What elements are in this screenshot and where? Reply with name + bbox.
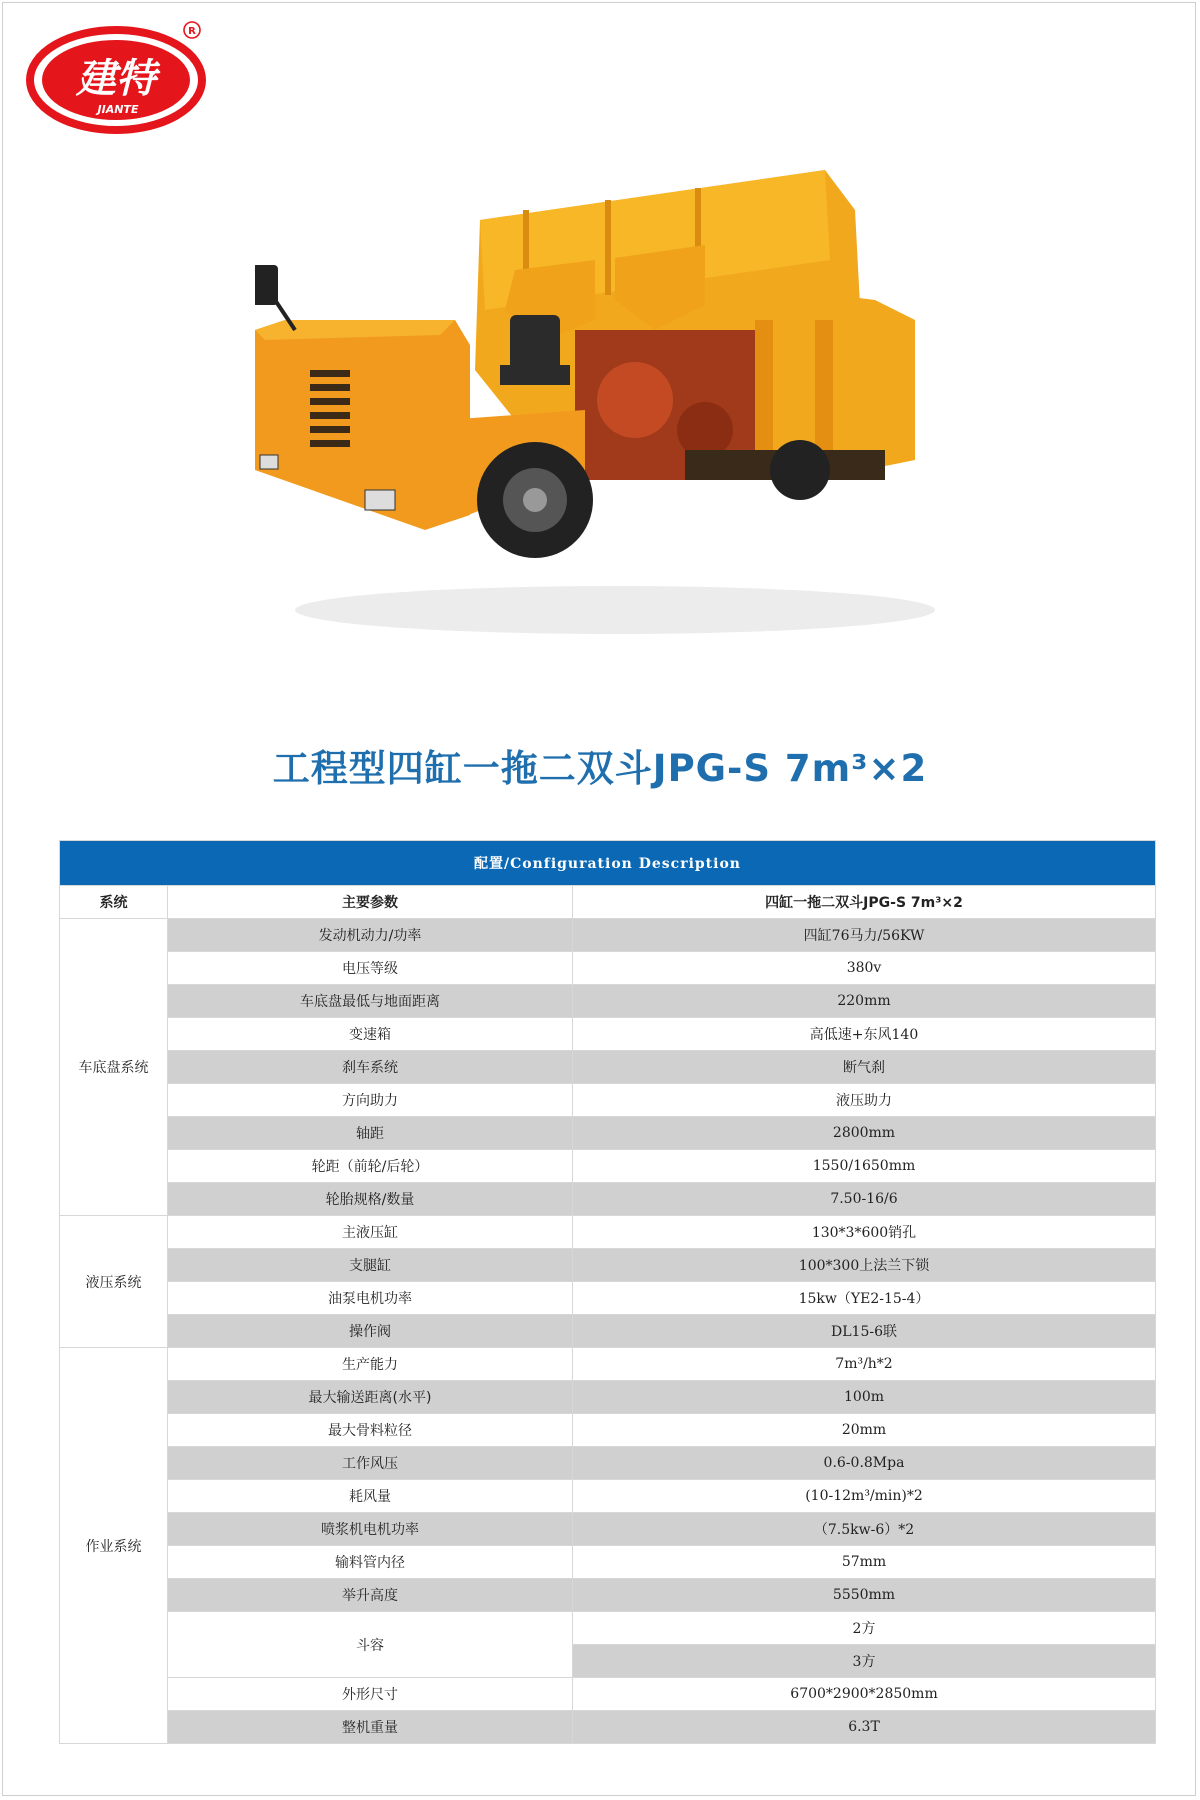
table-row <box>60 1480 1156 1513</box>
machine-photo <box>255 170 975 650</box>
param-cell: 油泵电机功率 <box>168 1282 573 1315</box>
table-header: 配置/Configuration Description <box>60 841 1156 886</box>
param-cell: 发动机动力/功率 <box>168 919 573 952</box>
param-cell: 轴距 <box>168 1117 573 1150</box>
value-cell: 2方 <box>573 1612 1156 1645</box>
value-cell: 15kw（YE2-15-4） <box>573 1282 1156 1315</box>
param-cell: 最大骨料粒径 <box>168 1414 573 1447</box>
table-row <box>60 919 1156 952</box>
value-cell: 220mm <box>573 985 1156 1018</box>
value-cell: 7m³/h*2 <box>573 1348 1156 1381</box>
param-cell: 生产能力 <box>168 1348 573 1381</box>
table-row <box>60 1414 1156 1447</box>
svg-text:JIANTE: JIANTE <box>97 103 139 116</box>
table-row <box>60 1183 1156 1216</box>
param-cell: 变速箱 <box>168 1018 573 1051</box>
page-title: 工程型四缸一拖二双斗JPG-S 7m³×2 <box>272 747 928 790</box>
param-cell: 操作阀 <box>168 1315 573 1348</box>
value-cell: （7.5kw-6）*2 <box>573 1513 1156 1546</box>
value-cell: 3方 <box>573 1645 1156 1678</box>
table-row <box>60 1579 1156 1612</box>
value-cell: 6700*2900*2850mm <box>573 1678 1156 1711</box>
value-cell: 100*300上法兰下锁 <box>573 1249 1156 1282</box>
value-cell: DL15-6联 <box>573 1315 1156 1348</box>
value-cell: 7.50-16/6 <box>573 1183 1156 1216</box>
table-row <box>60 1381 1156 1414</box>
table-row <box>60 1249 1156 1282</box>
column-header-system: 系统 <box>60 886 168 919</box>
value-cell: 四缸76马力/56KW <box>573 919 1156 952</box>
table-row <box>60 1084 1156 1117</box>
column-header-row <box>60 886 1156 919</box>
table-row <box>60 1051 1156 1084</box>
value-cell: 57mm <box>573 1546 1156 1579</box>
table-row <box>60 1711 1156 1744</box>
param-cell: 输料管内径 <box>168 1546 573 1579</box>
column-header-param: 主要参数 <box>168 886 573 919</box>
param-cell: 支腿缸 <box>168 1249 573 1282</box>
value-cell: 断气刹 <box>573 1051 1156 1084</box>
table-row <box>60 1513 1156 1546</box>
brand-logo <box>26 18 212 136</box>
svg-text:建特: 建特 <box>76 56 156 102</box>
value-cell: 0.6-0.8Mpa <box>573 1447 1156 1480</box>
system-cell: 车底盘系统 <box>60 919 168 1216</box>
table-row <box>60 1612 1156 1645</box>
table-header-row <box>60 841 1156 886</box>
param-cell: 轮胎规格/数量 <box>168 1183 573 1216</box>
table-row <box>60 1546 1156 1579</box>
column-header-value: 四缸一拖二双斗JPG-S 7m³×2 <box>573 886 1156 919</box>
param-cell: 方向助力 <box>168 1084 573 1117</box>
param-cell: 斗容 <box>168 1612 573 1678</box>
param-cell: 最大输送距离(水平) <box>168 1381 573 1414</box>
table-row <box>60 1282 1156 1315</box>
value-cell: 130*3*600销孔 <box>573 1216 1156 1249</box>
system-cell: 液压系统 <box>60 1216 168 1348</box>
param-cell: 耗风量 <box>168 1480 573 1513</box>
param-cell: 举升高度 <box>168 1579 573 1612</box>
table-row <box>60 985 1156 1018</box>
table-row <box>60 1018 1156 1051</box>
param-cell: 电压等级 <box>168 952 573 985</box>
param-cell: 主液压缸 <box>168 1216 573 1249</box>
value-cell: 2800mm <box>573 1117 1156 1150</box>
table-row <box>60 1348 1156 1381</box>
value-cell: 5550mm <box>573 1579 1156 1612</box>
param-cell: 整机重量 <box>168 1711 573 1744</box>
value-cell: 高低速+东风140 <box>573 1018 1156 1051</box>
svg-text:R: R <box>188 26 196 37</box>
table-row <box>60 1117 1156 1150</box>
param-cell: 喷浆机电机功率 <box>168 1513 573 1546</box>
table-row <box>60 952 1156 985</box>
system-cell: 作业系统 <box>60 1348 168 1744</box>
table-row <box>60 1150 1156 1183</box>
value-cell: (10-12m³/min)*2 <box>573 1480 1156 1513</box>
value-cell: 380v <box>573 952 1156 985</box>
value-cell: 20mm <box>573 1414 1156 1447</box>
value-cell: 液压助力 <box>573 1084 1156 1117</box>
value-cell: 6.3T <box>573 1711 1156 1744</box>
param-cell: 车底盘最低与地面距离 <box>168 985 573 1018</box>
table-row <box>60 1678 1156 1711</box>
table-row <box>60 1315 1156 1348</box>
param-cell: 轮距（前轮/后轮） <box>168 1150 573 1183</box>
param-cell: 工作风压 <box>168 1447 573 1480</box>
spec-table <box>59 840 1156 1744</box>
table-row <box>60 1216 1156 1249</box>
table-row <box>60 1447 1156 1480</box>
value-cell: 1550/1650mm <box>573 1150 1156 1183</box>
param-cell: 刹车系统 <box>168 1051 573 1084</box>
value-cell: 100m <box>573 1381 1156 1414</box>
param-cell: 外形尺寸 <box>168 1678 573 1711</box>
